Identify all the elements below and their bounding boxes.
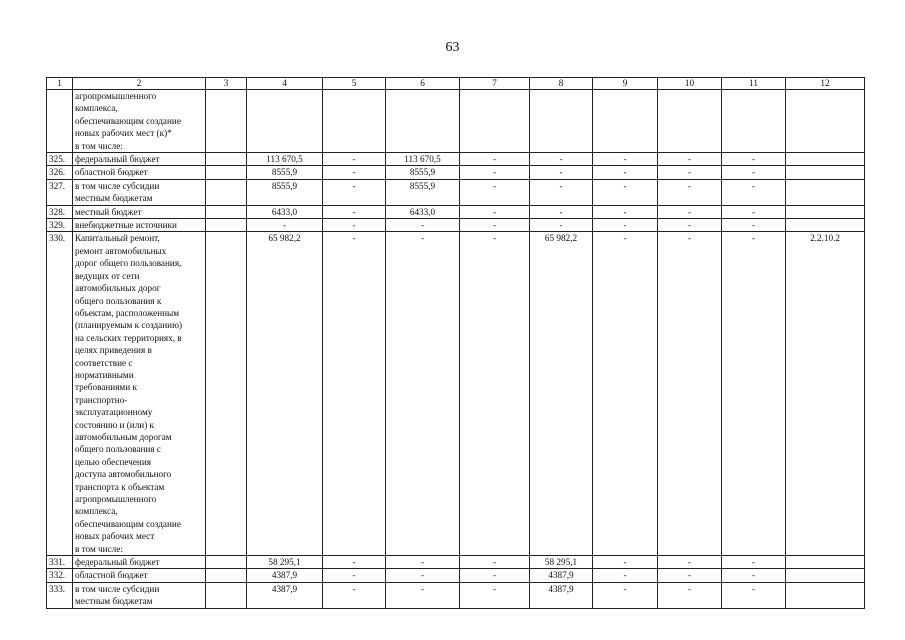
table-row [47, 569, 865, 582]
table-row [47, 90, 865, 153]
column-header: 8 [530, 78, 593, 90]
value-cell-c10: - [658, 232, 722, 556]
value-cell-c10 [658, 90, 722, 153]
value-cell-c6: 8555,9 [386, 166, 460, 179]
table-row [47, 582, 865, 608]
table-row [47, 179, 865, 205]
row-number [47, 90, 73, 153]
value-cell-c12 [786, 205, 865, 218]
value-cell-c5: - [323, 219, 386, 232]
value-cell-c4: 4387,9 [247, 582, 323, 608]
value-cell-c12 [786, 90, 865, 153]
value-cell-c8: - [530, 166, 593, 179]
row-name: областной бюджет [73, 166, 206, 179]
value-cell-c11: - [722, 205, 786, 218]
value-cell-c7: - [460, 219, 530, 232]
value-cell-c3 [206, 179, 247, 205]
column-header: 12 [786, 78, 865, 90]
row-number: 330. [47, 232, 73, 556]
value-cell-c7: - [460, 179, 530, 205]
value-cell-c12: 2.2.10.2 [786, 232, 865, 556]
row-number: 327. [47, 179, 73, 205]
value-cell-c5: - [323, 569, 386, 582]
value-cell-c7 [460, 90, 530, 153]
row-number: 331. [47, 556, 73, 569]
value-cell-c3 [206, 205, 247, 218]
value-cell-c5 [323, 90, 386, 153]
value-cell-c6: 6433,0 [386, 205, 460, 218]
budget-table [46, 77, 865, 609]
column-header: 1 [47, 78, 73, 90]
row-number: 328. [47, 205, 73, 218]
value-cell-c9: - [593, 232, 658, 556]
row-number: 325. [47, 153, 73, 166]
row-number: 332. [47, 569, 73, 582]
value-cell-c10: - [658, 179, 722, 205]
value-cell-c3 [206, 90, 247, 153]
row-name: Капитальный ремонт, ремонт автомобильных дорог общего пользования, ведущих от сети автомобильных дорог общего пользования к объектам, расположенным (планируемым к созданию) на сельских территориях, в целях приведения в соответствие с нормативными требованиями к транспортно- эксплуатационному состоянию и (или) к автомобильным дорогам общего пользования с целью обеспечения доступа автомобильного транспорта к объектам агропромышленного комплекса, обеспечивающим создание новых рабочих мест в том числе: [73, 232, 206, 556]
value-cell-c10: - [658, 205, 722, 218]
row-name: федеральный бюджет [73, 556, 206, 569]
value-cell-c11: - [722, 569, 786, 582]
table-body [47, 78, 865, 609]
value-cell-c7: - [460, 232, 530, 556]
value-cell-c6: - [386, 232, 460, 556]
value-cell-c10: - [658, 153, 722, 166]
value-cell-c12 [786, 166, 865, 179]
value-cell-c11: - [722, 232, 786, 556]
row-number: 329. [47, 219, 73, 232]
value-cell-c4: 6433,0 [247, 205, 323, 218]
value-cell-c4 [247, 90, 323, 153]
row-number: 333. [47, 582, 73, 608]
value-cell-c12 [786, 582, 865, 608]
value-cell-c12 [786, 569, 865, 582]
row-name: в том числе субсидии местным бюджетам [73, 179, 206, 205]
value-cell-c9: - [593, 205, 658, 218]
value-cell-c10: - [658, 166, 722, 179]
value-cell-c5: - [323, 582, 386, 608]
value-cell-c3 [206, 219, 247, 232]
value-cell-c11 [722, 90, 786, 153]
value-cell-c3 [206, 232, 247, 556]
value-cell-c9: - [593, 569, 658, 582]
value-cell-c5: - [323, 166, 386, 179]
value-cell-c3 [206, 166, 247, 179]
value-cell-c8 [530, 90, 593, 153]
value-cell-c5: - [323, 556, 386, 569]
column-header: 6 [386, 78, 460, 90]
value-cell-c7: - [460, 569, 530, 582]
row-name: агропромышленного комплекса, обеспечивающим создание новых рабочих мест (к)* в том числе: [73, 90, 206, 153]
value-cell-c10: - [658, 556, 722, 569]
value-cell-c4: 65 982,2 [247, 232, 323, 556]
value-cell-c5: - [323, 179, 386, 205]
value-cell-c11: - [722, 556, 786, 569]
value-cell-c6: - [386, 556, 460, 569]
row-name: в том числе субсидии местным бюджетам [73, 582, 206, 608]
column-header: 11 [722, 78, 786, 90]
value-cell-c8: - [530, 219, 593, 232]
value-cell-c3 [206, 153, 247, 166]
value-cell-c10: - [658, 582, 722, 608]
value-cell-c12 [786, 153, 865, 166]
value-cell-c3 [206, 569, 247, 582]
value-cell-c9: - [593, 153, 658, 166]
value-cell-c11: - [722, 166, 786, 179]
value-cell-c7: - [460, 582, 530, 608]
value-cell-c7: - [460, 205, 530, 218]
value-cell-c6 [386, 90, 460, 153]
value-cell-c9: - [593, 582, 658, 608]
table-row [47, 166, 865, 179]
value-cell-c9 [593, 90, 658, 153]
value-cell-c7: - [460, 166, 530, 179]
value-cell-c4: - [247, 219, 323, 232]
value-cell-c5: - [323, 232, 386, 556]
value-cell-c7: - [460, 153, 530, 166]
value-cell-c6: - [386, 569, 460, 582]
value-cell-c5: - [323, 153, 386, 166]
value-cell-c6: 113 670,5 [386, 153, 460, 166]
row-name: федеральный бюджет [73, 153, 206, 166]
value-cell-c4: 8555,9 [247, 179, 323, 205]
value-cell-c12 [786, 179, 865, 205]
column-header: 3 [206, 78, 247, 90]
value-cell-c8: 4387,9 [530, 569, 593, 582]
table-row [47, 153, 865, 166]
value-cell-c4: 4387,9 [247, 569, 323, 582]
value-cell-c10: - [658, 219, 722, 232]
value-cell-c11: - [722, 179, 786, 205]
table-row [47, 556, 865, 569]
value-cell-c8: - [530, 179, 593, 205]
value-cell-c9: - [593, 179, 658, 205]
value-cell-c4: 8555,9 [247, 166, 323, 179]
value-cell-c4: 113 670,5 [247, 153, 323, 166]
value-cell-c6: 8555,9 [386, 179, 460, 205]
row-name: местный бюджет [73, 205, 206, 218]
column-header: 2 [73, 78, 206, 90]
value-cell-c3 [206, 582, 247, 608]
row-name: внебюджетные источники [73, 219, 206, 232]
column-header: 10 [658, 78, 722, 90]
value-cell-c6: - [386, 582, 460, 608]
value-cell-c4: 58 295,1 [247, 556, 323, 569]
value-cell-c11: - [722, 153, 786, 166]
value-cell-c8: 65 982,2 [530, 232, 593, 556]
table-row [47, 205, 865, 218]
value-cell-c8: - [530, 153, 593, 166]
value-cell-c11: - [722, 582, 786, 608]
value-cell-c9: - [593, 556, 658, 569]
value-cell-c12 [786, 219, 865, 232]
value-cell-c11: - [722, 219, 786, 232]
value-cell-c8: 4387,9 [530, 582, 593, 608]
row-number: 326. [47, 166, 73, 179]
value-cell-c3 [206, 556, 247, 569]
value-cell-c10: - [658, 569, 722, 582]
page-number: 63 [445, 40, 460, 55]
value-cell-c7: - [460, 556, 530, 569]
table-row [47, 232, 865, 556]
value-cell-c12 [786, 556, 865, 569]
column-header: 5 [323, 78, 386, 90]
value-cell-c6: - [386, 219, 460, 232]
row-name: областной бюджет [73, 569, 206, 582]
table-row [47, 219, 865, 232]
value-cell-c5: - [323, 205, 386, 218]
column-header: 4 [247, 78, 323, 90]
column-header: 9 [593, 78, 658, 90]
column-header-row [47, 78, 865, 90]
value-cell-c9: - [593, 219, 658, 232]
value-cell-c9: - [593, 166, 658, 179]
column-header: 7 [460, 78, 530, 90]
value-cell-c8: - [530, 205, 593, 218]
value-cell-c8: 58 295,1 [530, 556, 593, 569]
